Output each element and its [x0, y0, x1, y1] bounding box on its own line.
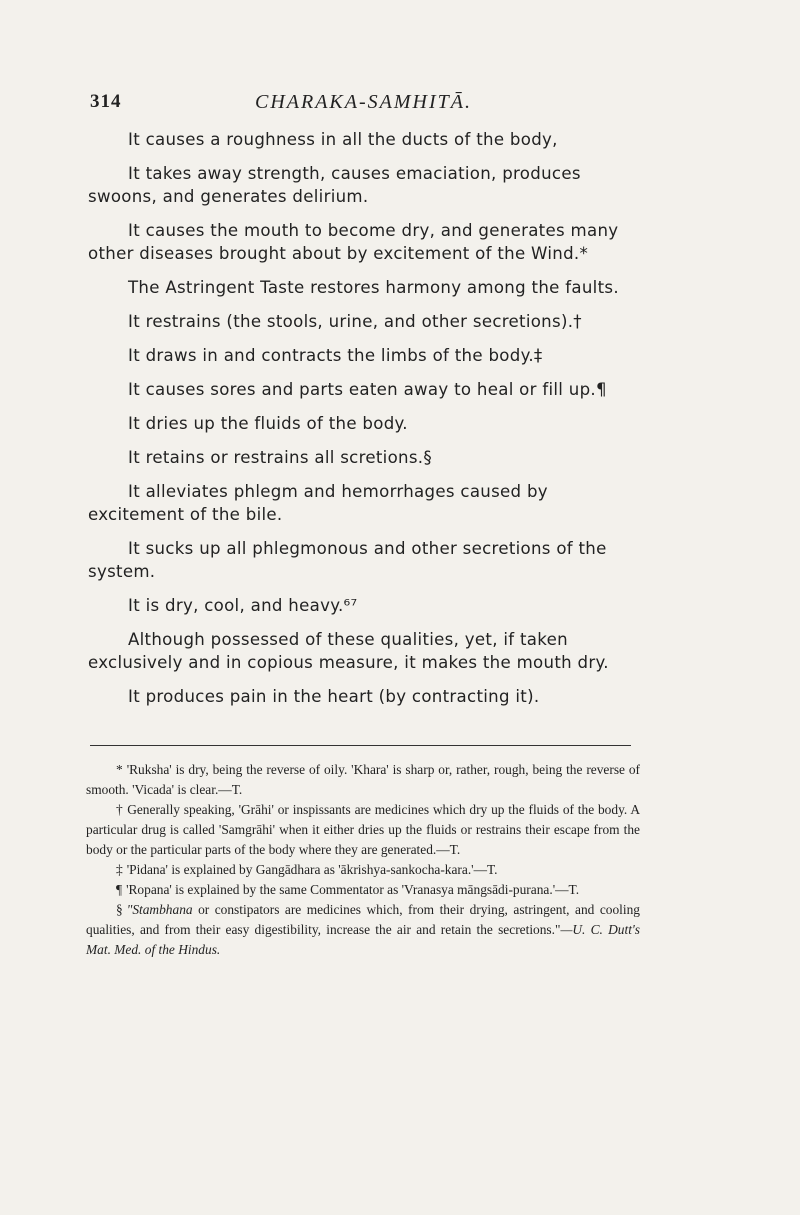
- footnote: [86, 860, 640, 880]
- paragraph: It retains or restrains all scretions.§: [128, 448, 432, 467]
- footnote-mark: ¶: [116, 882, 123, 897]
- footnote-text: 'Ropana' is explained by the same Commentator as 'Vranasya māngsādi-purana.'—T.: [126, 882, 580, 897]
- footnote-text: or constipators are medicines which, from their drying, astringent, and cooling qualities, and from their easy digestibility, increase the air and retain the secretions.": [86, 902, 640, 937]
- paragraph: It sucks up all phlegmonous and other secretions of the system.: [88, 539, 607, 581]
- footnote-mark: †: [116, 802, 124, 817]
- footnote: [86, 900, 640, 960]
- paragraph: It draws in and contracts the limbs of the body.‡: [128, 346, 543, 365]
- page-number: 314: [90, 91, 122, 112]
- page-header: [90, 91, 710, 121]
- paragraph: It causes a roughness in all the ducts of the body,: [128, 130, 558, 149]
- paragraph: It takes away strength, causes emaciation, produces swoons, and generates delirium.: [88, 164, 581, 206]
- footnote: [86, 760, 640, 800]
- footnote-mark: *: [116, 762, 123, 777]
- running-title: CHARAKA-SAMHITĀ.: [255, 91, 472, 113]
- footnote-divider: [90, 745, 631, 746]
- footnote-text: Generally speaking, 'Grāhi' or inspissants are medicines which dry up the fluids of the body. A particular drug is called 'Samgrāhi' when it either dries up the fluids or restrains their escape from the body or the particular parts of the body where they are generated.—T.: [86, 802, 640, 857]
- footnote-mark: §: [116, 902, 123, 917]
- paragraph: It produces pain in the heart (by contracting it).: [128, 687, 540, 706]
- paragraph: It causes the mouth to become dry, and generates many other diseases brought about by excitement of the Wind.*: [88, 221, 619, 263]
- footnote-source: —U. C. Dutt's Mat. Med. of the Hindus.: [86, 922, 641, 957]
- footnotes: [86, 760, 640, 960]
- footnote-text: 'Ruksha' is dry, being the reverse of oily. 'Khara' is sharp or, rather, rough, being the reverse of smooth. 'Vicada' is clear.—T.: [86, 762, 640, 797]
- footnote-mark: ‡: [116, 862, 123, 877]
- paragraph: It causes sores and parts eaten away to heal or fill up.¶: [128, 380, 607, 399]
- main-text: [88, 128, 648, 719]
- paragraph: It restrains (the stools, urine, and other secretions).†: [128, 312, 582, 331]
- paragraph: Although possessed of these qualities, yet, if taken exclusively and in copious measure, it makes the mouth dry.: [88, 630, 609, 672]
- footnote: [86, 800, 640, 860]
- footnote-emphasized-term: "Stambhana: [126, 902, 193, 917]
- paragraph: The Astringent Taste restores harmony among the faults.: [128, 278, 619, 297]
- paragraph: It dries up the fluids of the body.: [128, 414, 408, 433]
- footnote-text: 'Pidana' is explained by Gangādhara as 'ākrishya-sankocha-kara.'—T.: [126, 862, 498, 877]
- footnote: [86, 880, 640, 900]
- paragraph: It alleviates phlegm and hemorrhages caused by excitement of the bile.: [88, 482, 548, 524]
- paragraph: It is dry, cool, and heavy.⁶⁷: [128, 596, 358, 615]
